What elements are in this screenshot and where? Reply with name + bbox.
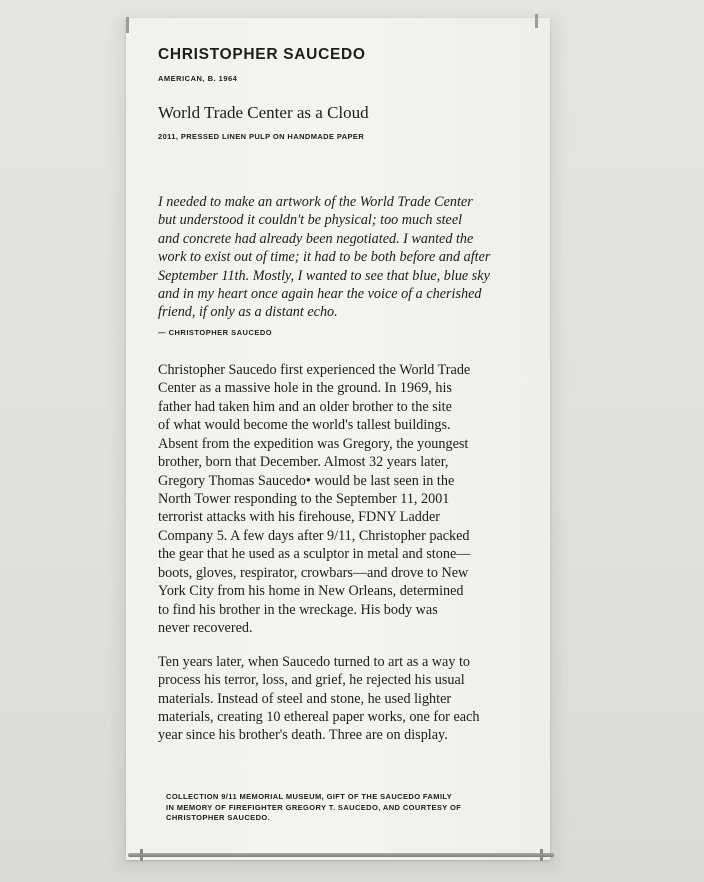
paragraph-line: North Tower responding to the September 11, 2001 <box>158 491 450 508</box>
paragraph-line: brother, born that December. Almost 32 years later, <box>158 454 449 471</box>
paragraph-line: father had taken him and an older brother to the site <box>158 398 452 415</box>
paragraph-line: of what would become the world's tallest buildings. <box>158 417 451 434</box>
artwork-medium: 2011, PRESSED LINEN PULP ON HANDMADE PAPER <box>158 132 365 141</box>
paragraph-line: Center as a massive hole in the ground. In 1969, his <box>158 380 452 397</box>
ledge-bracket-left <box>140 849 143 861</box>
artwork-title: World Trade Center as a Cloud <box>158 103 369 122</box>
credit-line: CHRISTOPHER SAUCEDO. <box>166 813 271 822</box>
paragraph-line: Ten years later, when Saucedo turned to art as a way to <box>158 653 471 670</box>
quote-line: work to exist out of time; it had to be both before and after <box>158 249 491 266</box>
mounting-pin-left <box>126 17 129 33</box>
quote-line: but understood it couldn't be physical; too much steel <box>158 212 463 229</box>
quote-line: friend, if only as a distant echo. <box>158 304 338 321</box>
paragraph-line: boots, gloves, respirator, crowbars—and drove to New <box>158 564 469 581</box>
credit-line: IN MEMORY OF FIREFIGHTER GREGORY T. SAUCEDO, AND COURTESY OF <box>166 802 462 812</box>
quote-line: and in my heart once again hear the voice of a cherished <box>158 286 482 303</box>
paragraph-line: materials, creating 10 ethereal paper works, one for each <box>158 709 480 725</box>
quote-line: and concrete had already been negotiated. I wanted the <box>158 230 474 247</box>
paragraph-line: Absent from the expedition was Gregory, the youngest <box>158 435 469 452</box>
paragraph-line: the gear that he used as a sculptor in metal and stone— <box>158 546 471 563</box>
collection-credit <box>166 792 506 824</box>
quote-line: I needed to make an artwork of the World Trade Center <box>158 194 473 210</box>
paragraph-line: Company 5. A few days after 9/11, Christopher packed <box>158 527 470 544</box>
paragraph-line: year since his brother's death. Three are on display. <box>158 727 448 744</box>
artist-quote <box>158 193 513 322</box>
ledge-bracket-right <box>540 849 543 861</box>
quote-line: September 11th. Mostly, I wanted to see that blue, blue sky <box>158 267 490 284</box>
paragraph-line: Christopher Saucedo first experienced the World Trade <box>158 361 471 378</box>
artist-name: CHRISTOPHER SAUCEDO <box>158 46 366 63</box>
paragraph-line: never recovered. <box>158 620 253 637</box>
artist-nationality: AMERICAN, B. 1964 <box>158 74 238 83</box>
paragraph-line: materials. Instead of steel and stone, he used lighter <box>158 690 452 707</box>
paragraph-line: Gregory Thomas Saucedo• would be last seen in the <box>158 472 455 489</box>
mounting-ledge <box>128 853 554 857</box>
description-paragraph-1 <box>158 361 518 638</box>
credit-line: COLLECTION 9/11 MEMORIAL MUSEUM, GIFT OF THE SAUCEDO FAMILY <box>166 792 453 801</box>
label-content <box>158 46 518 745</box>
paragraph-line: to find his brother in the wreckage. His body was <box>158 601 438 618</box>
paragraph-line: process his terror, loss, and grief, he rejected his usual <box>158 672 465 689</box>
paragraph-line: terrorist attacks with his firehouse, FDNY Ladder <box>158 509 440 526</box>
mounting-pin-right <box>535 14 538 28</box>
description-paragraph-2 <box>158 653 518 745</box>
paragraph-line: York City from his home in New Orleans, determined <box>158 583 464 600</box>
quote-attribution: — CHRISTOPHER SAUCEDO <box>158 327 273 337</box>
